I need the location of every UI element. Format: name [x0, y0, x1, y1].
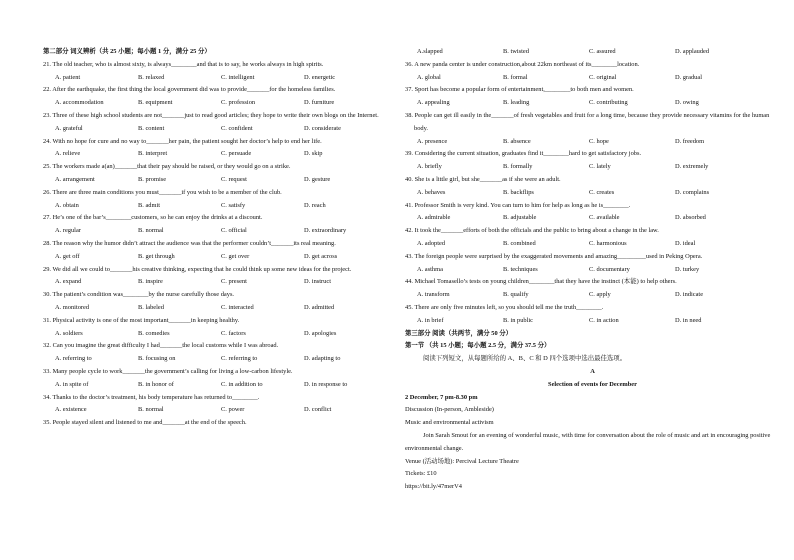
option: C. referring to [221, 355, 258, 363]
option: D. extremely [675, 163, 709, 171]
option: B. in honor of [138, 380, 174, 388]
option: C. interacted [221, 303, 254, 311]
option: D. in response to [304, 380, 348, 388]
option: A. grateful [55, 124, 83, 132]
question-stem: 27. He’s one of the bar’s________customers, so he can enjoy the drinks at a discount. [43, 214, 263, 222]
question-options [405, 315, 780, 328]
option: D. apologies [304, 329, 337, 337]
question-options [43, 302, 388, 315]
question-options [43, 225, 388, 238]
option: B. in public [503, 316, 533, 324]
option: C. creates [589, 188, 615, 196]
option: C. confident [221, 124, 253, 132]
question-options [43, 148, 388, 161]
option: D. adapting to [304, 355, 341, 363]
option: D. extraordinary [304, 227, 347, 235]
question-options [405, 161, 780, 174]
option: C. factors [221, 329, 246, 337]
option: B. content [138, 124, 165, 132]
option: C. official [221, 227, 247, 235]
option: D. freedom [675, 137, 705, 145]
question-stem: 33. Many people cycle to work_______the government’s calling for living a low-carbon lifestyle. [43, 367, 293, 375]
option: B. inspire [138, 278, 163, 286]
option: A.slapped [417, 48, 443, 55]
option: A. patient [55, 73, 81, 81]
event-name: Music and environmental activism [405, 419, 494, 427]
question-stem: 42. It took the_______efforts of both the officials and the public to bring about a change in the law. [405, 227, 659, 235]
option: A. regular [55, 227, 81, 235]
question-stem: 22. After the earthquake, the first thing the local government did was to provide_______for the homeless families. [43, 86, 336, 94]
question-stem: 30. The patient’s condition was________by the nurse carefully those days. [43, 291, 235, 299]
option: C. hope [589, 137, 609, 145]
option: D. admitted [304, 303, 335, 311]
option: C. available [589, 214, 620, 222]
question-options [405, 136, 780, 149]
left-question-list [43, 59, 388, 430]
question-stem: 40. She is a little girl, but she_______as if she were an adult. [405, 175, 561, 183]
option: C. original [589, 73, 617, 81]
option: A. global [417, 73, 441, 81]
option: A. in spite of [55, 380, 89, 388]
question-options [43, 404, 388, 417]
option: B. promise [138, 175, 167, 183]
option: A. relieve [55, 150, 81, 158]
option: D. get across [304, 252, 338, 260]
option: A. briefly [417, 163, 442, 171]
option: B. formally [503, 163, 533, 171]
option: D. reach [304, 201, 326, 209]
option: A. existence [55, 406, 87, 414]
option: C. satisfy [221, 201, 246, 209]
option: B. relaxed [138, 73, 165, 81]
option: D. furniture [304, 99, 335, 107]
question-stem: 37. Sport has become a popular form of entertainment,________to both men and women. [405, 86, 634, 94]
question-stem: 34. Thanks to the doctor’s treatment, his body temperature has returned to________. [43, 393, 260, 401]
event-url: https://bit.ly/47merV4 [405, 483, 462, 491]
option: B. interpret [138, 150, 168, 158]
option: A. accommodation [55, 99, 104, 107]
q35-options [405, 46, 780, 59]
option: C. in action [589, 316, 619, 324]
option: A. obtain [55, 201, 79, 209]
option: D. energetic [304, 73, 336, 81]
option: D. skip [304, 150, 323, 158]
option: B. absence [503, 137, 531, 145]
option: D. owing [675, 99, 699, 107]
option: C. request [221, 175, 247, 183]
option: C. intelligent [221, 73, 255, 81]
option: B. qualify [503, 291, 529, 299]
option: A. referring to [55, 355, 92, 363]
question-options [405, 97, 780, 110]
question-options [43, 251, 388, 264]
question-options [405, 289, 780, 302]
passage-letter: A [590, 367, 595, 375]
option: A. expand [55, 278, 82, 286]
option: A. presence [417, 137, 448, 145]
option: B. equipment [138, 99, 173, 107]
option: D. turkey [675, 265, 700, 273]
option: B. combined [503, 239, 536, 247]
question-stem: 38. People can get ill easily in the_______of fresh vegetables and fruit for a long time, because they provide necessary vitamins for the human body. [405, 111, 770, 132]
option: B. adjustable [503, 214, 537, 222]
option: B. normal [138, 406, 164, 414]
left-column [43, 46, 388, 430]
question-stem: 41. Professor Smith is very kind. You can turn to him for help as long as he is________. [405, 201, 631, 209]
right-question-list [405, 59, 780, 328]
question-stem: 45. There are only five minutes left, so you should tell me the truth________. [405, 303, 604, 311]
question-options [405, 238, 780, 251]
question-stem: 32. Can you imagine the great difficulty I had_______the local customs while I was abroad. [43, 342, 279, 350]
option: A. arrangement [55, 175, 95, 183]
question-stem: 24. With no hope for cure and no way to_______her pain, the patient sought her doctor’s help to end her life. [43, 137, 322, 145]
event-type: Discussion (In-person, Ambleside) [405, 406, 494, 414]
question-stem: 23. Three of these high school students are not_______just to read good articles; they hope to write their own blogs on the Internet. [43, 111, 379, 119]
option: B. twisted [503, 48, 529, 55]
option: B. labeled [138, 303, 164, 311]
question-stem: 39. Considering the current situation, graduates find it________hard to get satisfactory jobs. [405, 150, 642, 158]
option: A. adopted [417, 239, 446, 247]
option: D. absorbed [675, 214, 706, 222]
option: C. get over [221, 252, 250, 260]
question-options [43, 123, 388, 136]
option: A. soldiers [55, 329, 83, 337]
option: A. in brief [417, 316, 444, 324]
question-options [43, 200, 388, 213]
option: A. behaves [417, 188, 446, 196]
option: C. harmonious [589, 239, 627, 247]
question-stem: 44. Michael Tomasello’s tests on young children________that they have the instinct (本能) to help others. [405, 278, 677, 286]
question-stem: 29. We did all we could to_______his creative thinking, expecting that he could think up some new ideas for the project. [43, 265, 352, 273]
event-venue: Venue (活动场地): Percival Lecture Theatre [405, 457, 519, 465]
question-options [405, 212, 780, 225]
option: D. gesture [304, 175, 331, 183]
question-options [43, 276, 388, 289]
question-options [405, 187, 780, 200]
option: C. persuade [221, 150, 252, 158]
option: D. applauded [675, 48, 710, 55]
option: C. lately [589, 163, 611, 171]
option: D. instruct [304, 278, 331, 286]
option: C. assured [589, 48, 616, 55]
option: B. comedies [138, 329, 170, 337]
option: B. formal [503, 73, 528, 81]
event-description: Join Sarah Smout for an evening of wonderful music, with time for conversation about the role of music and art in encouraging positive environmental change. [405, 431, 771, 452]
option: C. documentary [589, 265, 630, 273]
option: D. gradual [675, 73, 702, 81]
option: D. conflict [304, 406, 332, 414]
option: A. asthma [417, 265, 443, 273]
event-tickets: Tickets: £10 [405, 470, 437, 478]
event-date: 2 December, 7 pm-8.30 pm [405, 393, 478, 401]
question-options [43, 353, 388, 366]
question-stem: 35. People stayed silent and listened to me and_______at the end of the speech. [43, 419, 247, 427]
option: C. contributing [589, 99, 628, 107]
option: B. backflips [503, 188, 534, 196]
question-options [405, 72, 780, 85]
option: D. complains [675, 188, 710, 196]
option: A. get off [55, 252, 80, 260]
question-stem: 28. The reason why the humor didn’t attract the audience was that the performer couldn’t_______its real meaning. [43, 239, 336, 247]
part3-title: 第三部分 阅读（共两节，满分 50 分） [405, 329, 513, 337]
option: C. in addition to [221, 380, 263, 388]
question-options [43, 174, 388, 187]
option: B. leading [503, 99, 530, 107]
option: A. appealing [417, 99, 450, 107]
option: B. admit [138, 201, 161, 209]
question-stem: 25. The workers made a(an)_______that their pay should be raised, or they would go on a strike. [43, 163, 291, 171]
question-stem: 26. There are three main conditions you must_______if you wish to be a member of the club. [43, 188, 282, 196]
option: D. ideal [675, 239, 696, 247]
right-column [405, 46, 780, 494]
question-options [43, 97, 388, 110]
option: C. power [221, 406, 245, 414]
question-stem: 21. The old teacher, who is almost sixty, is always________and that is to say, he works always in high spirits. [43, 60, 324, 68]
passage-title: Selection of events for December [548, 380, 637, 388]
option: C. profession [221, 99, 256, 107]
option: D. indicate [675, 291, 704, 299]
option: A. admirable [417, 214, 451, 222]
question-options [405, 264, 780, 277]
option: D. considerate [304, 124, 341, 132]
section1-title: 第一节 （共 15 小题；每小题 2.5 分，满分 37.5 分） [405, 342, 551, 350]
reading-instruction: 阅读下列短文，从每题所给的 A、B、C 和 D 四个选项中选出最佳选项。 [423, 355, 627, 363]
option: C. apply [589, 291, 611, 299]
option: A. transform [417, 291, 450, 299]
question-stem: 31. Physical activity is one of the most important_______in keeping healthy. [43, 316, 240, 324]
option: B. normal [138, 227, 164, 235]
option: A. monitored [55, 303, 90, 311]
question-options [43, 328, 388, 341]
option: B. get through [138, 252, 175, 260]
section-title-part2: 第二部分 词义辨析（共 25 小题；每小题 1 分，满分 25 分） [43, 48, 211, 55]
question-options [43, 72, 388, 85]
question-options [43, 379, 388, 392]
option: B. focusing on [138, 355, 176, 363]
option: C. present [221, 278, 247, 286]
question-stem: 43. The foreign people were surprised by the exaggerated movements and amazing_________used in Peking Opera. [405, 252, 703, 260]
question-stem: 36. A new panda center is under construction,about 22km northeast of its________location. [405, 60, 640, 68]
option: B. techniques [503, 265, 538, 273]
option: D. in need [675, 316, 702, 324]
